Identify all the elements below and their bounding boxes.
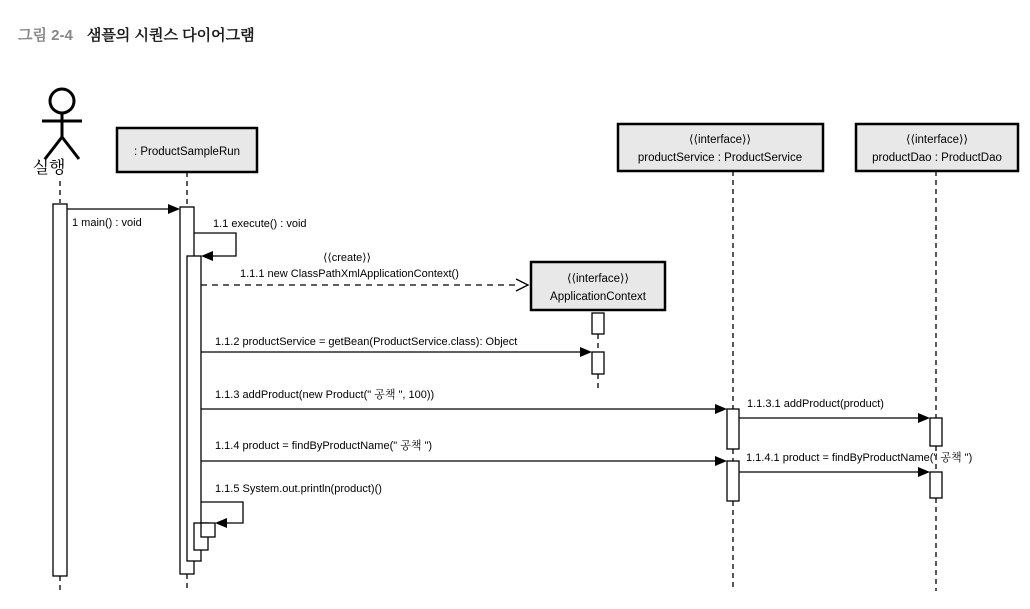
actor-label: 실행 — [32, 158, 66, 177]
message-create-label: 1.1.1 new ClassPathXmlApplicationContext() — [240, 268, 459, 280]
message-println — [201, 483, 382, 528]
applicationcontext-getbean-activation-bar — [592, 352, 604, 374]
message-addproduct-label: 1.1.3 addProduct(new Product(" 공책 ", 100)) — [215, 389, 435, 401]
message-findbyname-label: 1.1.4 product = findByProductName(" 공책 ") — [215, 440, 433, 452]
message-addproduct-inner-arrowhead-icon — [918, 413, 930, 423]
productdao-findbyname-activation-bar — [930, 472, 942, 498]
lifeline-head-productdao — [856, 124, 1018, 171]
lifeline-head-productsamplerun — [117, 128, 257, 172]
productservice-addproduct-activation-bar — [727, 409, 739, 449]
productsamplerun-execute-activation-bar — [187, 256, 201, 561]
productservice-findbyname-activation-bar — [727, 461, 739, 501]
productdao-label: productDao : ProductDao — [872, 152, 1002, 164]
actor-leg-left-icon — [45, 137, 62, 159]
applicationcontext-label: ApplicationContext — [550, 291, 646, 303]
message-findbyname-arrowhead-icon — [715, 456, 727, 466]
productdao-addproduct-activation-bar — [930, 418, 942, 446]
message-addproduct-inner-label: 1.1.3.1 addProduct(product) — [747, 398, 884, 410]
message-findbyname-inner-arrowhead-icon — [918, 467, 930, 477]
message-create-stereotype: ⟨⟨create⟩⟩ — [323, 252, 371, 264]
message-getbean — [201, 336, 592, 357]
lifeline-head-productservice — [618, 124, 823, 171]
message-create-arrowhead-icon — [516, 279, 528, 291]
message-println-arrowhead-icon — [215, 518, 227, 528]
message-execute — [194, 218, 307, 261]
message-main-label: 1 main() : void — [72, 217, 142, 229]
message-addproduct — [201, 387, 727, 414]
message-getbean-label: 1.1.2 productService = getBean(ProductService.class): Object — [215, 336, 518, 348]
message-addproduct-inner — [739, 398, 930, 423]
figure-title: 샘플의 시퀀스 다이어그램 — [86, 27, 255, 44]
message-println-loop-line — [201, 502, 243, 523]
productsamplerun-label: : ProductSampleRun — [133, 146, 241, 158]
figure-number-label: 그림 2-4 — [18, 27, 73, 44]
message-execute-arrowhead-icon — [201, 251, 213, 261]
message-println-label: 1.1.5 System.out.println(product)() — [215, 483, 382, 495]
actor-leg-right-icon — [62, 137, 79, 159]
applicationcontext-stereotype: ⟨⟨interface⟩⟩ — [566, 273, 630, 285]
actor-figure — [33, 89, 82, 177]
productsamplerun-println-activation-bar — [201, 523, 215, 537]
lifeline-head-applicationcontext — [531, 262, 665, 310]
activation-bars — [53, 204, 942, 576]
actor-activation-bar — [53, 204, 67, 576]
message-main-arrowhead-icon — [168, 204, 180, 214]
actor-head-icon — [50, 89, 74, 113]
message-execute-label: 1.1 execute() : void — [213, 218, 307, 230]
productservice-stereotype: ⟨⟨interface⟩⟩ — [688, 134, 752, 146]
productservice-label: productService : ProductService — [637, 152, 803, 164]
message-main — [67, 204, 180, 229]
message-execute-loop-line — [194, 233, 236, 256]
productdao-stereotype: ⟨⟨interface⟩⟩ — [905, 134, 969, 146]
message-getbean-arrowhead-icon — [580, 347, 592, 357]
message-addproduct-arrowhead-icon — [715, 404, 727, 414]
applicationcontext-create-activation-bar — [592, 313, 604, 334]
message-findbyname — [201, 438, 727, 466]
message-findbyname-inner-label: 1.1.4.1 product = findByProductName(" 공책 ") — [746, 452, 973, 464]
message-create — [201, 252, 528, 291]
